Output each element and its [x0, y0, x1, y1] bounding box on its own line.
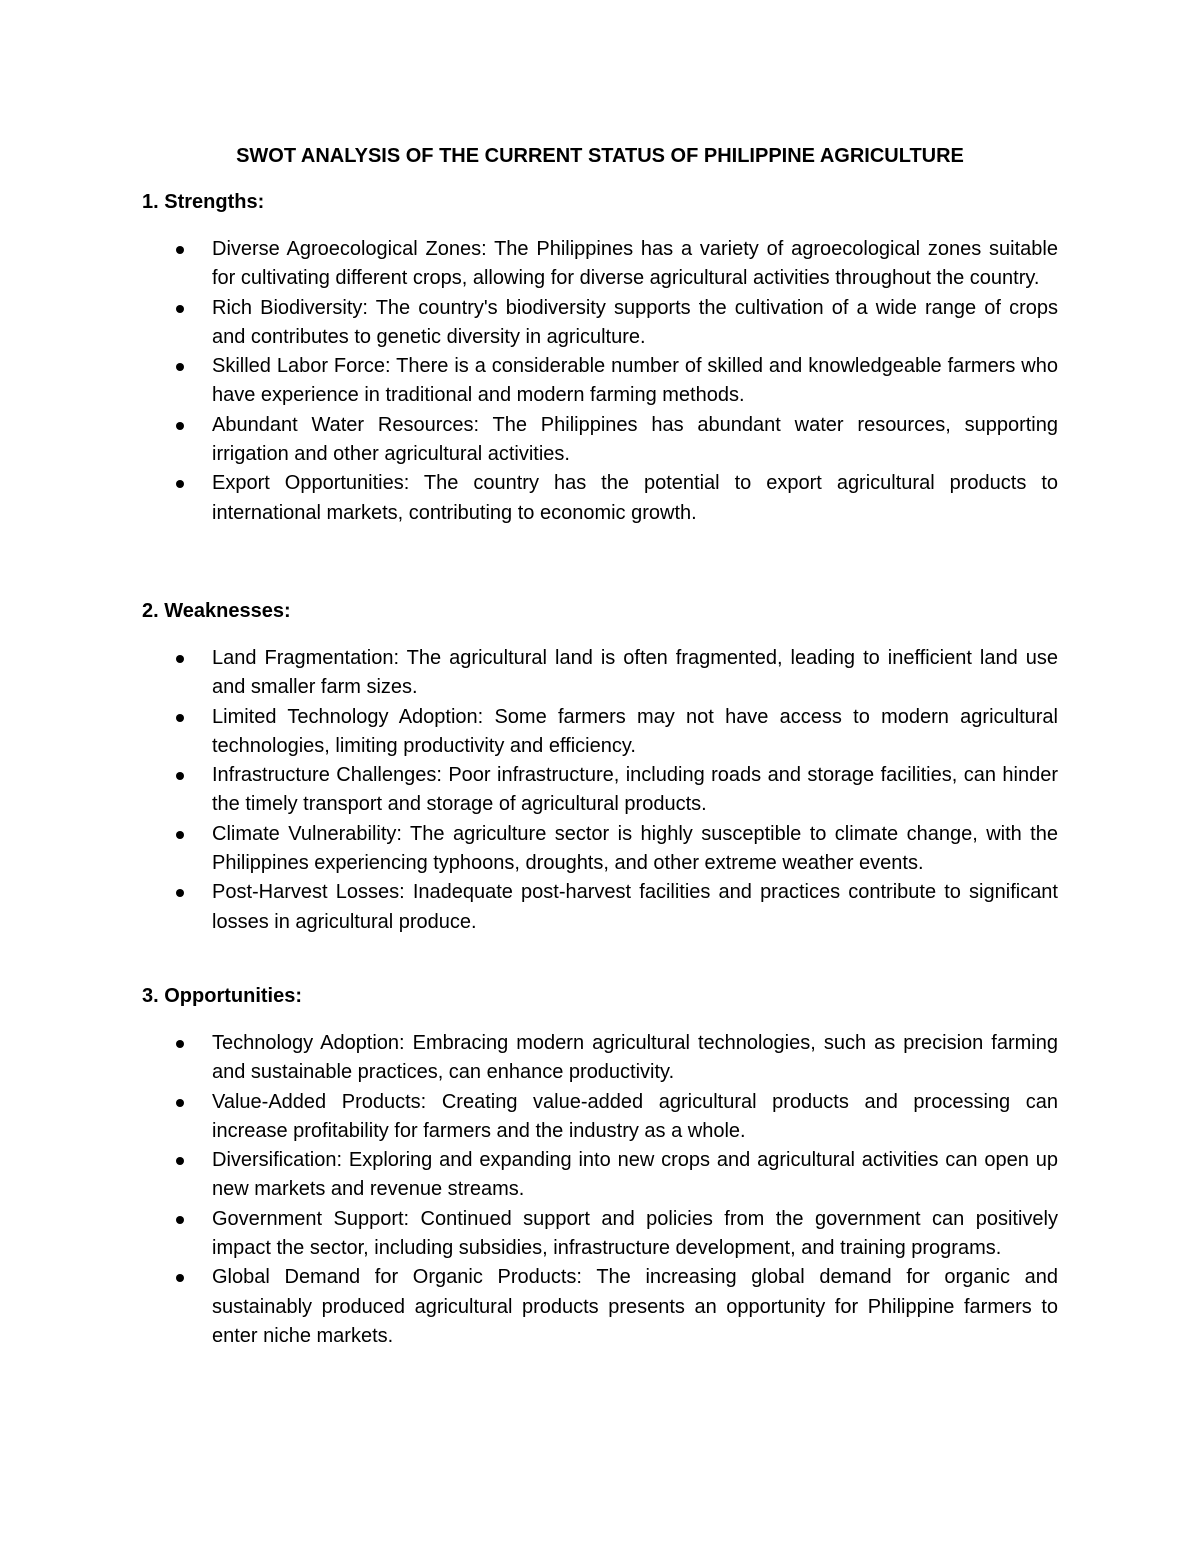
- list-item: [142, 352, 1058, 411]
- list-item-text: Climate Vulnerability: The agriculture sector is highly susceptible to climate change, with the Philippines experiencing typhoons, droughts, and other extreme weather events.: [212, 822, 1058, 875]
- list-item-text: Abundant Water Resources: The Philippines has abundant water resources, supporting irrigation and other agricultural activities.: [212, 413, 1058, 466]
- list-item-text: Skilled Labor Force: There is a considerable number of skilled and knowledgeable farmers who have experience in traditional and modern farming methods.: [212, 355, 1058, 407]
- bullet-icon: [176, 1274, 184, 1282]
- list-item: [142, 235, 1058, 294]
- list-item: [142, 1263, 1058, 1351]
- bullet-icon: [176, 714, 184, 722]
- list-item: [142, 644, 1058, 703]
- bullet-icon: [176, 1040, 184, 1048]
- bullet-icon: [176, 772, 184, 780]
- document-title: SWOT ANALYSIS OF THE CURRENT STATUS OF PHILIPPINE AGRICULTURE: [236, 145, 964, 167]
- bullet-icon: [176, 831, 184, 839]
- bullet-icon: [176, 246, 184, 254]
- bullet-icon: [176, 655, 184, 663]
- bullet-icon: [176, 422, 184, 430]
- list-item: [142, 294, 1058, 353]
- list-item-text: Limited Technology Adoption: Some farmers may not have access to modern agricultural technologies, limiting productivity and efficiency.: [212, 705, 1058, 757]
- section-heading: 2. Weaknesses:: [142, 600, 291, 622]
- bullet-icon: [176, 363, 184, 371]
- section-heading: 1. Strengths:: [142, 191, 265, 213]
- list-item: [142, 469, 1058, 528]
- section-opportunities: [142, 983, 1058, 1351]
- bullet-icon: [176, 305, 184, 313]
- list-item-text: Export Opportunities: The country has the potential to export agricultural products to international markets, contributing to economic growth.: [212, 472, 1058, 524]
- section-heading: 3. Opportunities:: [142, 985, 302, 1007]
- list-item: [142, 1088, 1058, 1147]
- bullet-list: [142, 235, 1058, 528]
- list-item-text: Technology Adoption: Embracing modern agricultural technologies, such as precision farming and sustainable practices, can enhance productivity.: [212, 1032, 1058, 1084]
- list-item: [142, 703, 1058, 762]
- list-item: [142, 878, 1058, 937]
- list-item-text: Diversification: Exploring and expanding into new crops and agricultural activities can open up new markets and revenue streams.: [212, 1149, 1058, 1201]
- bullet-icon: [176, 889, 184, 897]
- bullet-list: [142, 1029, 1058, 1351]
- section-strengths: [142, 189, 1058, 528]
- list-item: [142, 820, 1058, 879]
- bullet-icon: [176, 1099, 184, 1107]
- list-item-text: Infrastructure Challenges: Poor infrastructure, including roads and storage facilities, can hinder the timely transport and storage of agricultural products.: [212, 764, 1058, 816]
- list-item: [142, 761, 1058, 820]
- list-item: [142, 411, 1058, 470]
- bullet-list: [142, 644, 1058, 937]
- list-item-text: Post-Harvest Losses: Inadequate post-harvest facilities and practices contribute to significant losses in agricultural produce.: [212, 881, 1058, 933]
- list-item-text: Diverse Agroecological Zones: The Philippines has a variety of agroecological zones suitable for cultivating different crops, allowing for diverse agricultural activities throughout the country.: [212, 238, 1058, 290]
- list-item-text: Land Fragmentation: The agricultural land is often fragmented, leading to inefficient land use and smaller farm sizes.: [212, 647, 1058, 699]
- list-item-text: Government Support: Continued support and policies from the government can positively impact the sector, including subsidies, infrastructure development, and training programs.: [212, 1207, 1058, 1260]
- list-item: [142, 1146, 1058, 1205]
- list-item-text: Global Demand for Organic Products: The increasing global demand for organic and sustainably produced agricultural products presents an opportunity for Philippine farmers to enter niche markets.: [212, 1266, 1058, 1347]
- list-item: [142, 1205, 1058, 1264]
- bullet-icon: [176, 1157, 184, 1165]
- bullet-icon: [176, 480, 184, 488]
- list-item-text: Rich Biodiversity: The country's biodiversity supports the cultivation of a wide range of crops and contributes to genetic diversity in agriculture.: [212, 296, 1058, 348]
- bullet-icon: [176, 1216, 184, 1224]
- list-item-text: Value-Added Products: Creating value-added agricultural products and processing can increase profitability for farmers and the industry as a whole.: [212, 1090, 1058, 1142]
- section-weaknesses: [142, 598, 1058, 937]
- list-item: [142, 1029, 1058, 1088]
